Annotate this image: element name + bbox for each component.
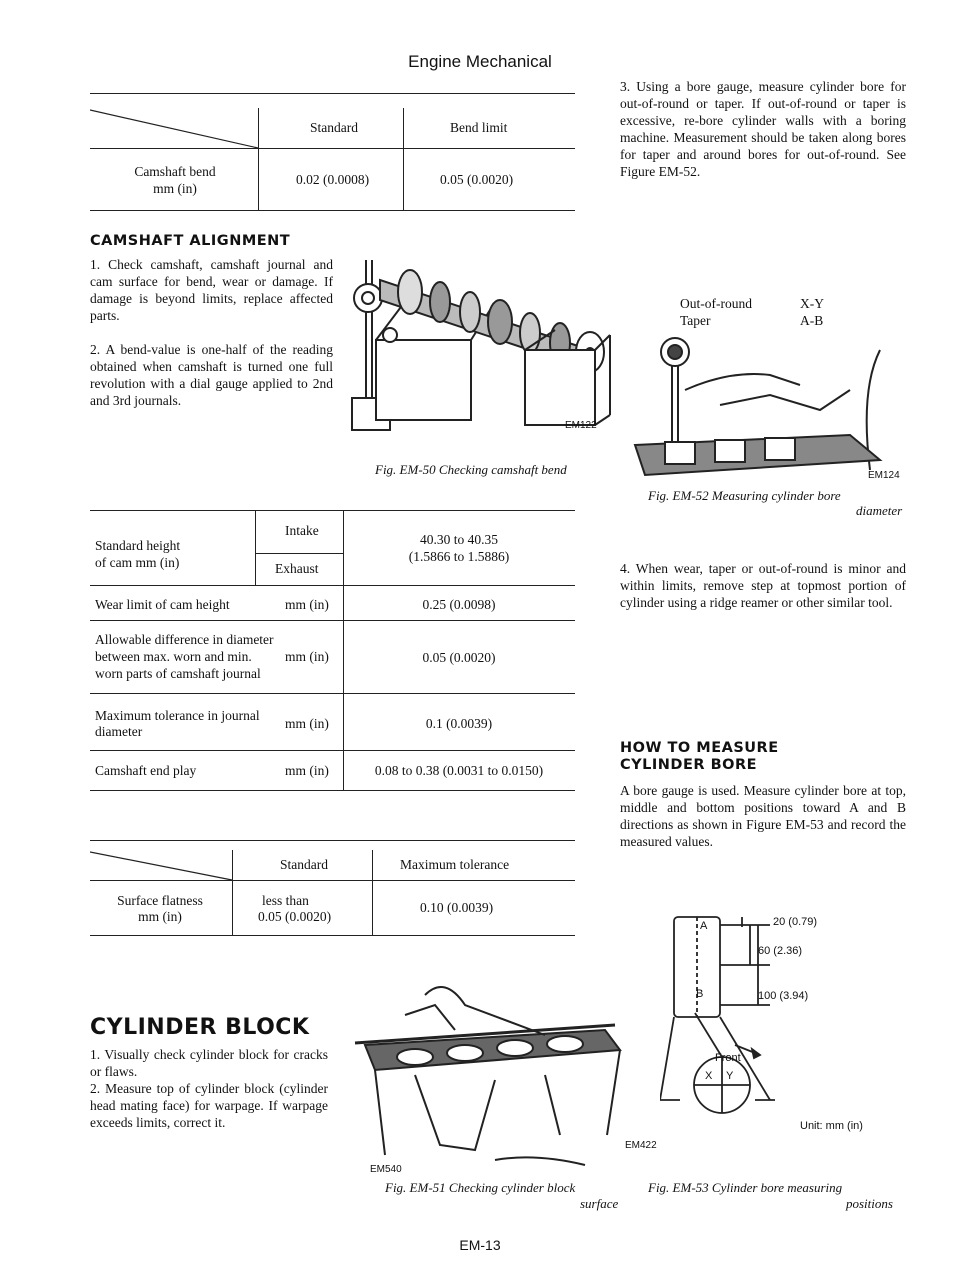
cylinder-bore-heading: CYLINDER BORE (620, 757, 758, 773)
row-label-surface-flatness: Surface flatness (117, 893, 203, 908)
bend-standard-value: 0.02 (0.0008) (296, 172, 370, 187)
col-bend-limit-header: Bend limit (450, 120, 508, 135)
row-label-unit: mm (in) (153, 181, 197, 196)
y-axis-label: Y (726, 1070, 734, 1082)
cylinder-block-surface-illustration (345, 975, 630, 1170)
journal-diff-label-2: between max. worn and min. (95, 649, 252, 664)
unit-label: Unit: mm (in) (800, 1120, 863, 1132)
direction-b-label: B (696, 988, 704, 1000)
journal-tolerance-label-1: Maximum tolerance in journal (95, 708, 260, 723)
bore-gauge-illustration (620, 330, 910, 485)
flatness-max-value: 0.10 (0.0039) (420, 900, 494, 915)
table-diagonal-line (90, 850, 235, 882)
fig-em51-tag: EM540 (370, 1164, 402, 1175)
journal-diff-value: 0.05 (0.0020) (422, 650, 496, 665)
row-label-camshaft-bend: Camshaft bend (134, 164, 216, 179)
end-play-label: Camshaft end play (95, 763, 197, 778)
flatness-standard-1: less than (262, 893, 309, 908)
fig-em52-tag: EM124 (868, 470, 900, 481)
flatness-standard-2: 0.05 (0.0020) (258, 909, 332, 924)
wear-limit-value: 0.25 (0.0098) (422, 597, 496, 612)
camshaft-alignment-step-2: 2. A bend-value is one-half of the reading obtained when camshaft is turned one full revolution with a dial gauge applied to 2nd and 3rd journals. (90, 342, 333, 408)
dim-mid-label: 60 (2.36) (758, 945, 803, 957)
journal-diff-unit: mm (in) (285, 649, 329, 664)
std-height-value-in: (1.5866 to 1.5886) (408, 549, 510, 564)
col-standard-header: Standard (310, 120, 358, 135)
row-label-unit: mm (in) (138, 909, 182, 924)
dim-top-label: 20 (0.79) (773, 916, 818, 928)
wear-limit-unit: mm (in) (285, 597, 329, 612)
fig-em50-tag: EM122 (565, 420, 597, 431)
direction-a-label: A (700, 920, 708, 932)
end-play-unit: mm (in) (285, 763, 329, 778)
table-diagonal-line (90, 108, 260, 150)
col-standard-header: Standard (280, 857, 328, 872)
bend-limit-value: 0.05 (0.0020) (440, 172, 514, 187)
fig-em51-caption-cont: surface (580, 1196, 619, 1211)
front-label: Front (715, 1052, 741, 1064)
exhaust-label: Exhaust (275, 561, 319, 576)
how-to-measure-heading: HOW TO MEASURE (620, 740, 779, 756)
fig-em53-caption: Fig. EM-53 Cylinder bore measuring (648, 1180, 843, 1195)
fig-em53-tag: EM422 (625, 1140, 657, 1151)
ridge-removal-step-4: 4. When wear, taper or out-of-round is minor and within limits, remove step at topmost portion of cylinder using a ridge reamer or other similar tool. (620, 561, 906, 610)
x-axis-label: X (705, 1070, 713, 1082)
cylinder-block-step-1: 1. Visually check cylinder block for cracks or flaws. (90, 1047, 328, 1079)
cylinder-block-heading: CYLINDER BLOCK (90, 1015, 310, 1040)
camshaft-bend-illustration (340, 240, 625, 435)
fig-em51-caption: Fig. EM-51 Checking cylinder block (385, 1180, 576, 1195)
cylinder-bore-positions-diagram (660, 905, 880, 1130)
page-number: EM-13 (459, 1237, 501, 1253)
bore-gauge-procedure: A bore gauge is used. Measure cylinder bore at top, middle and bottom positions toward A and B directions as shown in Figure EM-53 and record the measured values. (620, 783, 906, 849)
journal-diff-label-3: worn parts of camshaft journal (95, 666, 261, 681)
dim-bottom-label: 100 (3.94) (758, 990, 809, 1002)
journal-diff-label-1: Allowable difference in diameter (95, 632, 274, 647)
out-of-round-value: X-Y (800, 296, 824, 311)
journal-tolerance-unit: mm (in) (285, 716, 329, 731)
std-height-value: 40.30 to 40.35 (419, 532, 498, 547)
camshaft-alignment-step-1: 1. Check camshaft, camshaft journal and cam surface for bend, wear or damage. If damage is beyond limits, replace affected parts. (90, 257, 333, 323)
wear-limit-label: Wear limit of cam height (95, 597, 230, 612)
journal-tolerance-value: 0.1 (0.0039) (425, 716, 493, 731)
std-height-unit: of cam mm (in) (95, 555, 180, 570)
intake-label: Intake (285, 523, 319, 538)
col-max-tolerance-header: Maximum tolerance (400, 857, 510, 872)
end-play-value: 0.08 to 0.38 (0.0031 to 0.0150) (374, 763, 544, 778)
journal-tolerance-label-2: diameter (95, 724, 143, 739)
bore-measure-step-3: 3. Using a bore gauge, measure cylinder bore for out-of-round or taper. If out-of-round or taper is excessive, re-bore cylinder walls with a boring machine. Measurement should be taken along bores for taper and around bores for out-of-round. See Figure EM-52. (620, 79, 906, 179)
cylinder-block-step-2: 2. Measure top of cylinder block (cylinder head mating face) for warpage. If warpage exceeds limits, correct it. (90, 1081, 328, 1130)
fig-em52-caption-cont: diameter (856, 503, 903, 518)
taper-label: Taper (680, 313, 711, 328)
camshaft-alignment-heading: CAMSHAFT ALIGNMENT (90, 233, 291, 249)
fig-em52-caption: Fig. EM-52 Measuring cylinder bore (648, 488, 841, 503)
std-height-label: Standard height (95, 538, 181, 553)
fig-em50-caption: Fig. EM-50 Checking camshaft bend (375, 462, 567, 477)
fig-em53-caption-cont: positions (846, 1196, 893, 1211)
taper-value: A-B (800, 313, 824, 328)
page-header: Engine Mechanical (408, 52, 552, 71)
out-of-round-label: Out-of-round (680, 296, 752, 311)
